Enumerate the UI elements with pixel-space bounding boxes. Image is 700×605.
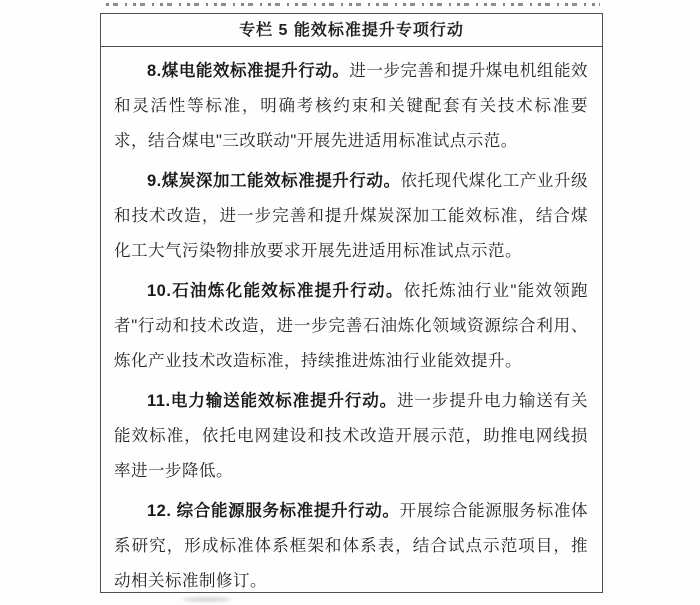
column-box-body [101, 47, 602, 599]
paragraph-heading: 9.煤炭深加工能效标准提升行动。 [147, 172, 401, 190]
paragraph-heading: 12. 综合能源服务标准提升行动。 [147, 502, 400, 520]
column-box-title: 专栏 5 能效标准提升专项行动 [101, 14, 602, 47]
paragraph-item-8 [114, 54, 588, 159]
column-box [100, 13, 603, 593]
paragraph-heading: 10.石油炼化能效标准提升行动。 [147, 282, 404, 300]
paragraph-heading: 11.电力输送能效标准提升行动。 [147, 392, 398, 410]
paragraph-text: 依托现代煤化工产业升级和技术改造，进一步完善和提升煤炭深加工能效标准，结合煤化工大气污染物排放要求开展先进适用标准试点示范。 [114, 172, 589, 260]
paragraph-text: 依托炼油行业"能效领跑者"行动和技术改造，进一步完善石油炼化领域资源综合利用、炼化产业技术改造标准，持续推进炼油行业能效提升。 [114, 282, 588, 370]
paragraph-text: 进一步提升电力输送有关能效标准，依托电网建设和技术改造开展示范，助推电网线损率进一步降低。 [114, 392, 589, 480]
paragraph-item-9 [114, 164, 588, 269]
paragraph-text: 开展综合能源服务标准体系研究，形成标准体系框架和体系表，结合试点示范项目，推动相关标准制修订。 [114, 502, 588, 590]
scan-artifact-smudge [183, 597, 231, 602]
paragraph-item-11 [114, 384, 588, 489]
clipped-text-fragment [106, 1, 600, 7]
paragraph-item-10 [114, 274, 588, 379]
paragraph-item-12 [114, 494, 588, 599]
paragraph-heading: 8.煤电能效标准提升行动。 [147, 62, 350, 80]
paragraph-text: 进一步完善和提升煤电机组能效和灵活性等标准，明确考核约束和关键配套有关技术标准要求，结合煤电"三改联动"开展先进适用标准试点示范。 [114, 62, 589, 150]
